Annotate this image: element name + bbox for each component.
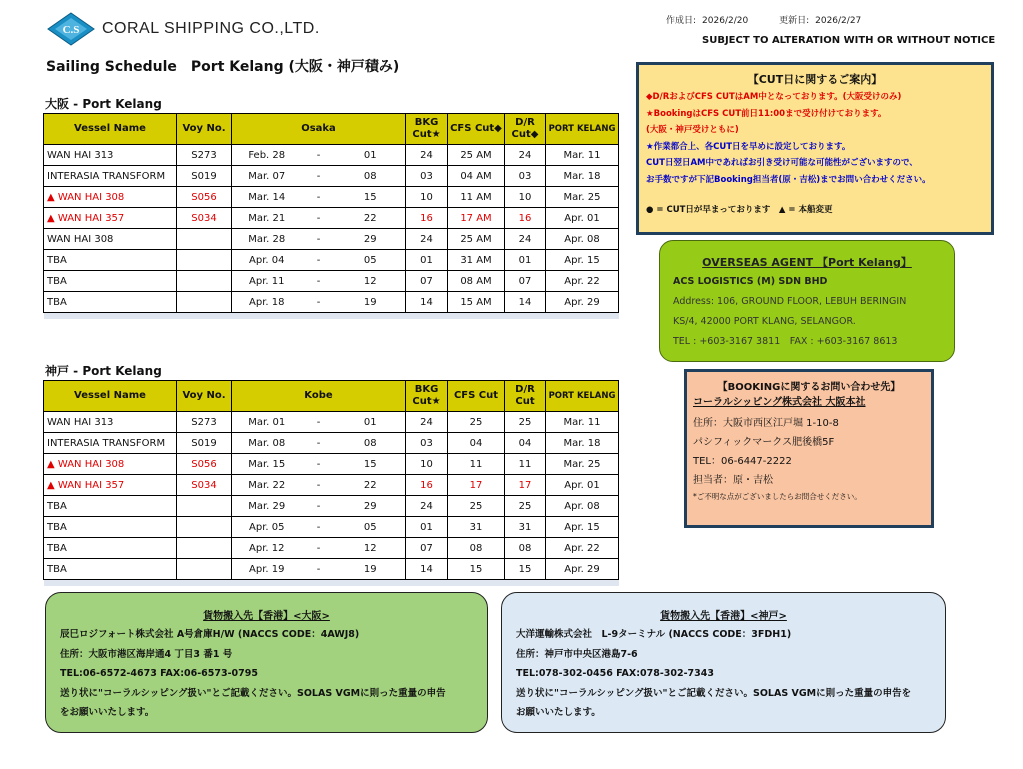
cell-port-kelang-date: Mar. 25 — [546, 454, 619, 475]
cell-dr-cut: 14 — [505, 292, 546, 313]
agent-title: OVERSEAS AGENT 【Port Kelang】 — [702, 256, 912, 269]
cell-vessel-name: WAN HAI 308 — [44, 229, 177, 250]
cell-voy-no: S034 — [177, 208, 232, 229]
cell-dr-cut: 17 — [505, 475, 546, 496]
kobe-delivery-line: TEL:078-302-0456 FAX:078-302-7343 — [516, 668, 714, 679]
cell-port-kelang-date: Apr. 29 — [546, 292, 619, 313]
col-bkg-cut: BKG Cut★ — [406, 381, 448, 412]
cell-vessel-name: ▲ WAN HAI 357 — [44, 475, 177, 496]
cell-voy-no — [177, 538, 232, 559]
osaka-schedule-table — [43, 113, 619, 319]
page-title: Sailing Schedule Port Kelang (大阪・神戸積み) — [46, 59, 400, 75]
cell-dr-cut: 31 — [505, 517, 546, 538]
table-row — [44, 250, 619, 271]
cut-notice-line: (大阪・神戸受けともに) — [646, 125, 739, 135]
cell-arrival-day: 05 — [336, 517, 406, 538]
cell-voy-no: S034 — [177, 475, 232, 496]
cell-cfs-cut: 25 — [448, 412, 505, 433]
table-row — [44, 292, 619, 313]
table-row — [44, 559, 619, 580]
osaka-delivery-title: 貨物搬入先【香港】<大阪> — [203, 611, 330, 622]
table-row — [44, 412, 619, 433]
cell-departure-date: Feb. 28 — [232, 145, 302, 166]
cell-departure-date: Mar. 07 — [232, 166, 302, 187]
col-dr-cut: D/R Cut — [505, 381, 546, 412]
cell-arrival-day: 22 — [336, 208, 406, 229]
table-row — [44, 271, 619, 292]
cell-dr-cut: 24 — [505, 145, 546, 166]
cell-voy-no — [177, 229, 232, 250]
table-row — [44, 166, 619, 187]
cell-vessel-name: INTERASIA TRANSFORM — [44, 166, 177, 187]
cell-bkg-cut: 10 — [406, 454, 448, 475]
cut-date-notice — [636, 62, 994, 235]
cell-port-kelang-date: Mar. 25 — [546, 187, 619, 208]
booking-title: 【BOOKINGに関するお問い合わせ先】 — [717, 382, 901, 393]
cell-departure-date: Apr. 11 — [232, 271, 302, 292]
cut-notice-legend: ● = CUT日が早まっております ▲ = 本船変更 — [646, 205, 833, 215]
cell-vessel-name: TBA — [44, 559, 177, 580]
table-row — [44, 433, 619, 454]
cell-dr-cut: 04 — [505, 433, 546, 454]
cell-cfs-cut: 15 — [448, 559, 505, 580]
kobe-delivery-title: 貨物搬入先【香港】<神戸> — [660, 611, 787, 622]
cell-vessel-name: INTERASIA TRANSFORM — [44, 433, 177, 454]
cell-date-separator: - — [302, 454, 336, 475]
col-voy-no: Voy No. — [177, 114, 232, 145]
kobe-delivery-line: 送り状に"コーラルシッピング扱い"とご記載ください。SOLAS VGMに則った重量の申告を — [516, 687, 912, 699]
cell-port-kelang-date: Apr. 15 — [546, 250, 619, 271]
cell-cfs-cut: 25 — [448, 496, 505, 517]
cell-date-separator: - — [302, 517, 336, 538]
updated-label: 更新日: — [779, 16, 810, 26]
cell-voy-no — [177, 271, 232, 292]
cell-date-separator: - — [302, 271, 336, 292]
cell-arrival-day: 08 — [336, 433, 406, 454]
agent-address-line: KS/4, 42000 PORT KLANG, SELANGOR. — [673, 316, 856, 327]
cell-port-kelang-date: Apr. 01 — [546, 208, 619, 229]
cut-notice-line: ★BookingはCFS CUT前日11:00まで受け付けております。 — [646, 108, 887, 119]
cell-voy-no: S273 — [177, 412, 232, 433]
cell-date-separator: - — [302, 145, 336, 166]
booking-contact: 担当者：原・吉松 — [693, 475, 773, 486]
cell-date-separator: - — [302, 250, 336, 271]
osaka-delivery-line: 送り状に"コーラルシッピング扱い"とご記載ください。SOLAS VGMに則った重量の申告 — [60, 687, 446, 699]
cell-cfs-cut: 04 AM — [448, 166, 505, 187]
osaka-delivery-line: TEL:06-6572-4673 FAX:06-6573-0795 — [60, 668, 258, 679]
table-row — [44, 187, 619, 208]
osaka-delivery-line: をお願いいたします。 — [60, 707, 155, 718]
cut-notice-line: CUT日翌日AM中であればお引き受け可能な可能性がございますので、 — [646, 158, 918, 168]
table-row — [44, 229, 619, 250]
cell-cfs-cut: 11 — [448, 454, 505, 475]
table-row — [44, 538, 619, 559]
cell-departure-date: Apr. 05 — [232, 517, 302, 538]
cell-vessel-name: TBA — [44, 250, 177, 271]
cell-bkg-cut: 01 — [406, 250, 448, 271]
cell-voy-no — [177, 517, 232, 538]
cell-vessel-name: ▲ WAN HAI 308 — [44, 187, 177, 208]
cell-departure-date: Mar. 08 — [232, 433, 302, 454]
cell-vessel-name: ▲ WAN HAI 308 — [44, 454, 177, 475]
kobe-delivery-line: お願いいたします。 — [516, 707, 601, 718]
cell-voy-no — [177, 292, 232, 313]
document-dates — [666, 13, 867, 26]
cell-bkg-cut: 24 — [406, 496, 448, 517]
cell-date-separator: - — [302, 292, 336, 313]
created-date: 2026/2/20 — [702, 16, 749, 26]
kobe-cargo-delivery-box — [501, 592, 946, 733]
cell-cfs-cut: 17 AM — [448, 208, 505, 229]
booking-address-line: パシフィックマークス肥後橋5F — [693, 437, 835, 448]
cell-voy-no — [177, 250, 232, 271]
cell-date-separator: - — [302, 166, 336, 187]
cell-cfs-cut: 08 AM — [448, 271, 505, 292]
kobe-schedule-table — [43, 380, 619, 586]
col-osaka: Osaka — [232, 114, 406, 145]
cell-departure-date: Mar. 21 — [232, 208, 302, 229]
agent-tel: TEL : +603-3167 3811 FAX : +603-3167 8613 — [673, 336, 898, 347]
cell-port-kelang-date: Apr. 01 — [546, 475, 619, 496]
cut-notice-line: ★作業都合上、各CUT日を早めに設定しております。 — [646, 141, 851, 152]
booking-address-line: 住所：大阪市西区江戸堀 1-10-8 — [693, 418, 839, 429]
cell-departure-date: Mar. 15 — [232, 454, 302, 475]
cell-arrival-day: 29 — [336, 229, 406, 250]
cell-arrival-day: 12 — [336, 538, 406, 559]
col-vessel-name: Vessel Name — [44, 114, 177, 145]
cell-date-separator: - — [302, 412, 336, 433]
table-row — [44, 145, 619, 166]
cell-bkg-cut: 10 — [406, 187, 448, 208]
cell-cfs-cut: 31 AM — [448, 250, 505, 271]
cell-bkg-cut: 03 — [406, 433, 448, 454]
cell-departure-date: Apr. 18 — [232, 292, 302, 313]
cell-dr-cut: 24 — [505, 229, 546, 250]
cell-departure-date: Mar. 01 — [232, 412, 302, 433]
kobe-delivery-line: 住所：神戸市中央区港島7-6 — [516, 648, 638, 660]
cell-vessel-name: TBA — [44, 538, 177, 559]
cell-port-kelang-date: Apr. 29 — [546, 559, 619, 580]
table-footer-band — [44, 580, 619, 587]
company-logo — [47, 12, 95, 46]
cell-voy-no — [177, 496, 232, 517]
cell-arrival-day: 12 — [336, 271, 406, 292]
cell-voy-no: S273 — [177, 145, 232, 166]
cell-departure-date: Apr. 19 — [232, 559, 302, 580]
created-label: 作成日: — [666, 16, 697, 26]
cell-date-separator: - — [302, 229, 336, 250]
cell-vessel-name: TBA — [44, 496, 177, 517]
table-row — [44, 454, 619, 475]
cell-port-kelang-date: Mar. 11 — [546, 412, 619, 433]
cell-voy-no — [177, 559, 232, 580]
col-bkg-cut: BKG Cut★ — [406, 114, 448, 145]
cell-vessel-name: TBA — [44, 292, 177, 313]
cell-departure-date: Mar. 29 — [232, 496, 302, 517]
agent-address-line: Address: 106, GROUND FLOOR, LEBUH BERINGIN — [673, 296, 907, 307]
cell-bkg-cut: 16 — [406, 475, 448, 496]
cell-arrival-day: 05 — [336, 250, 406, 271]
cell-dr-cut: 01 — [505, 250, 546, 271]
cell-vessel-name: TBA — [44, 517, 177, 538]
cell-dr-cut: 08 — [505, 538, 546, 559]
table-row — [44, 517, 619, 538]
cell-cfs-cut: 15 AM — [448, 292, 505, 313]
footer-band-cell — [44, 313, 619, 320]
cell-bkg-cut: 16 — [406, 208, 448, 229]
cell-cfs-cut: 31 — [448, 517, 505, 538]
cell-arrival-day: 29 — [336, 496, 406, 517]
cell-arrival-day: 15 — [336, 454, 406, 475]
cell-cfs-cut: 25 AM — [448, 229, 505, 250]
cut-notice-line: ◆D/RおよびCFS CUTはAM中となっております。(大阪受けのみ) — [646, 92, 902, 102]
cell-dr-cut: 25 — [505, 412, 546, 433]
cell-voy-no: S056 — [177, 187, 232, 208]
cell-departure-date: Mar. 14 — [232, 187, 302, 208]
col-port-kelang: PORT KELANG — [546, 114, 619, 145]
cell-arrival-day: 19 — [336, 559, 406, 580]
cell-bkg-cut: 03 — [406, 166, 448, 187]
cell-port-kelang-date: Mar. 18 — [546, 166, 619, 187]
cell-cfs-cut: 17 — [448, 475, 505, 496]
booking-tel: TEL：06-6447-2222 — [693, 456, 792, 467]
kobe-delivery-line: 大洋運輸株式会社 L-9ターミナル (NACCS CODE：3FDH1) — [516, 629, 792, 640]
osaka-cargo-delivery-box — [45, 592, 488, 733]
cell-departure-date: Mar. 28 — [232, 229, 302, 250]
cell-vessel-name: WAN HAI 313 — [44, 145, 177, 166]
col-kobe: Kobe — [232, 381, 406, 412]
cell-date-separator: - — [302, 187, 336, 208]
cell-bkg-cut: 01 — [406, 517, 448, 538]
cell-port-kelang-date: Apr. 22 — [546, 271, 619, 292]
cell-vessel-name: TBA — [44, 271, 177, 292]
cell-dr-cut: 15 — [505, 559, 546, 580]
cell-cfs-cut: 08 — [448, 538, 505, 559]
table-row — [44, 496, 619, 517]
table-row — [44, 208, 619, 229]
cell-date-separator: - — [302, 538, 336, 559]
alteration-notice: SUBJECT TO ALTERATION WITH OR WITHOUT NOTICE — [702, 35, 996, 46]
cell-vessel-name: WAN HAI 313 — [44, 412, 177, 433]
cell-date-separator: - — [302, 208, 336, 229]
footer-band-cell — [44, 580, 619, 587]
cell-date-separator: - — [302, 559, 336, 580]
table-footer-band — [44, 313, 619, 320]
cell-port-kelang-date: Apr. 15 — [546, 517, 619, 538]
cell-vessel-name: ▲ WAN HAI 357 — [44, 208, 177, 229]
osaka-delivery-line: 辰巳ロジフォート株式会社 A号倉庫H/W (NACCS CODE：4AWJ8) — [60, 629, 360, 640]
osaka-section-title: 大阪 - Port Kelang — [45, 97, 162, 111]
table-row — [44, 475, 619, 496]
cell-cfs-cut: 11 AM — [448, 187, 505, 208]
cell-bkg-cut: 24 — [406, 229, 448, 250]
col-cfs-cut: CFS Cut◆ — [448, 114, 505, 145]
cell-port-kelang-date: Apr. 08 — [546, 496, 619, 517]
cell-bkg-cut: 14 — [406, 559, 448, 580]
overseas-agent-box — [659, 240, 955, 362]
updated-date: 2026/2/27 — [815, 16, 862, 26]
cell-arrival-day: 19 — [336, 292, 406, 313]
col-port-kelang: PORT KELANG — [546, 381, 619, 412]
cut-notice-line: お手数ですが下記Booking担当者(原・吉松)までお問い合わせください。 — [646, 174, 931, 185]
cell-dr-cut: 16 — [505, 208, 546, 229]
cell-departure-date: Mar. 22 — [232, 475, 302, 496]
cell-voy-no: S056 — [177, 454, 232, 475]
cell-voy-no: S019 — [177, 433, 232, 454]
svg-text:C.S: C.S — [62, 24, 80, 36]
cell-port-kelang-date: Mar. 11 — [546, 145, 619, 166]
cell-bkg-cut: 07 — [406, 538, 448, 559]
cell-cfs-cut: 04 — [448, 433, 505, 454]
kobe-section-title: 神戸 - Port Kelang — [45, 364, 162, 378]
agent-name: ACS LOGISTICS (M) SDN BHD — [673, 276, 828, 287]
col-voy-no: Voy No. — [177, 381, 232, 412]
cell-bkg-cut: 14 — [406, 292, 448, 313]
cell-dr-cut: 10 — [505, 187, 546, 208]
cell-arrival-day: 01 — [336, 145, 406, 166]
col-dr-cut: D/R Cut◆ — [505, 114, 546, 145]
cell-arrival-day: 01 — [336, 412, 406, 433]
cell-date-separator: - — [302, 496, 336, 517]
cell-departure-date: Apr. 12 — [232, 538, 302, 559]
company-name: CORAL SHIPPING CO.,LTD. — [102, 20, 320, 37]
cell-dr-cut: 07 — [505, 271, 546, 292]
cell-dr-cut: 11 — [505, 454, 546, 475]
cell-departure-date: Apr. 04 — [232, 250, 302, 271]
cell-port-kelang-date: Apr. 22 — [546, 538, 619, 559]
cell-voy-no: S019 — [177, 166, 232, 187]
cell-bkg-cut: 24 — [406, 145, 448, 166]
booking-contact-box — [684, 369, 934, 528]
cell-bkg-cut: 07 — [406, 271, 448, 292]
booking-note: *ご不明な点がございましたらお問合せください。 — [693, 492, 862, 501]
cell-port-kelang-date: Apr. 08 — [546, 229, 619, 250]
cell-date-separator: - — [302, 433, 336, 454]
cell-cfs-cut: 25 AM — [448, 145, 505, 166]
cell-port-kelang-date: Mar. 18 — [546, 433, 619, 454]
cut-notice-title: 【CUT日に関するご案内】 — [747, 73, 883, 86]
cell-arrival-day: 08 — [336, 166, 406, 187]
col-vessel-name: Vessel Name — [44, 381, 177, 412]
cell-arrival-day: 15 — [336, 187, 406, 208]
cell-date-separator: - — [302, 475, 336, 496]
col-cfs-cut: CFS Cut — [448, 381, 505, 412]
cell-dr-cut: 25 — [505, 496, 546, 517]
cell-dr-cut: 03 — [505, 166, 546, 187]
cell-bkg-cut: 24 — [406, 412, 448, 433]
booking-company: コーラルシッピング株式会社 大阪本社 — [693, 397, 866, 408]
cell-arrival-day: 22 — [336, 475, 406, 496]
osaka-delivery-line: 住所：大阪市港区海岸通4 丁目3 番1 号 — [60, 648, 233, 660]
